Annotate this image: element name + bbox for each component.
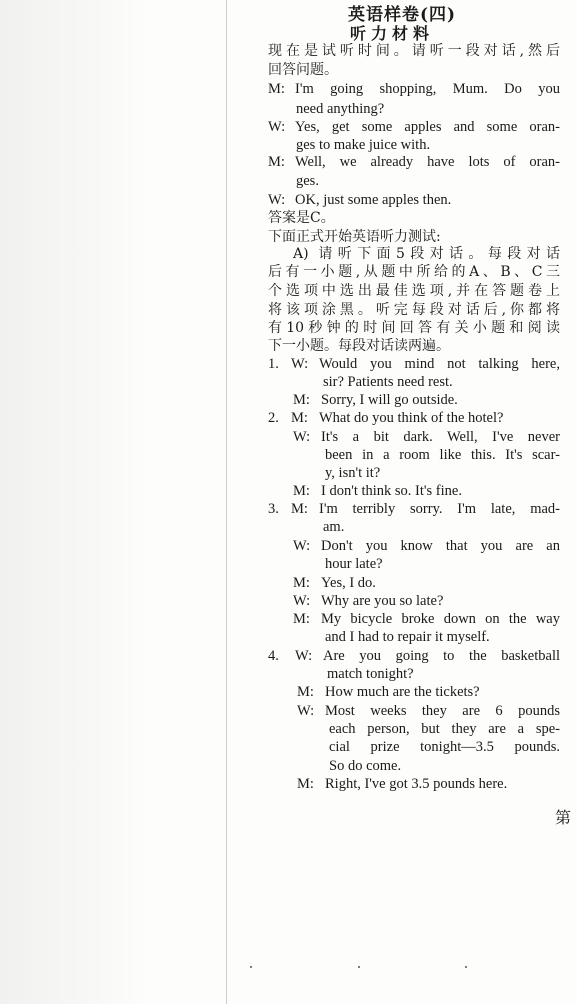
page-fold-line [226,0,227,1004]
question-number: 2. [268,410,279,426]
dialogue-line: What do you think of the hotel? [319,410,504,426]
dialogue-line: Are you going to the basketball [323,648,560,664]
dialogue-line: Right, I've got 3.5 pounds here. [325,776,508,792]
dialogue-line: How much are the tickets? [325,684,480,700]
speaker-label: M: [268,81,285,97]
dialogue-line: I'm going shopping, Mum. Do you [295,81,560,97]
speaker-label: W: [268,192,286,208]
question-number: 3. [268,501,279,517]
page-marker: 第 [555,808,572,827]
dialogue-line: ges to make juice with. [296,137,431,153]
question-number: 4. [268,648,279,664]
speaker-label: W: [297,703,315,719]
dialogue-line: am. [323,519,345,535]
dialogue-line: Sorry, I will go outside. [321,392,458,408]
intro-line: 回答问题。 [268,62,338,78]
dialogue-line: cial prize tonight—3.5 pounds. [329,739,560,755]
section-a-instruction: 后有一小题,从题中所给的A、B、C三 [268,264,560,280]
speaker-label: M: [297,684,314,700]
section-title: 听力材料 [350,24,435,43]
speaker-label: M: [293,575,310,591]
dialogue-line: It's a bit dark. Well, I've never [321,429,560,445]
scan-speck [250,966,252,968]
dialogue-line: OK, just some apples then. [295,192,452,208]
dialogue-line: Don't you know that you are an [321,538,560,554]
dialogue-line: need anything? [296,101,385,117]
dialogue-line: match tonight? [327,666,414,682]
dialogue-line: y, isn't it? [325,465,381,481]
answer-line: 答案是C。 [268,210,335,226]
section-a-instruction: 个选项中选出最佳选项,并在答题卷上 [268,283,560,299]
scan-speck [465,966,467,968]
speaker-label: M: [291,501,308,517]
question-number: 1. [268,356,279,372]
section-a-instruction: 下一小题。每段对话读两遍。 [268,338,450,354]
dialogue-line: So do come. [329,758,402,774]
section-a-instruction: 将该项涂黑。听完每段对话后,你都将 [268,302,560,318]
exam-title: 英语样卷(四) [348,5,457,25]
speaker-label: M: [268,154,285,170]
speaker-label: M: [297,776,314,792]
speaker-label: M: [293,392,310,408]
instruction-line: 下面正式开始英语听力测试: [268,229,441,245]
page-gutter-shadow [0,0,150,1004]
dialogue-line: Most weeks they are 6 pounds [325,703,560,719]
dialogue-line: Yes, get some apples and some oran- [295,119,560,135]
section-a-instruction: A) 请听下面5段对话。每段对话 [293,246,560,262]
dialogue-line: Why are you so late? [321,593,444,609]
intro-line: 现在是试听时间。请听一段对话,然后 [268,43,560,59]
scan-speck [358,966,360,968]
speaker-label: W: [293,429,311,445]
dialogue-line: Well, we already have lots of oran- [295,154,560,170]
speaker-label: M: [291,410,308,426]
speaker-label: M: [293,611,310,627]
dialogue-line: Would you mind not talking here, [319,356,560,372]
dialogue-line: hour late? [325,556,383,572]
dialogue-line: I'm terribly sorry. I'm late, mad- [319,501,560,517]
dialogue-line: My bicycle broke down on the way [321,611,560,627]
dialogue-line: ges. [296,173,319,189]
speaker-label: W: [293,538,311,554]
speaker-label: W: [268,119,286,135]
speaker-label: W: [293,593,311,609]
dialogue-line: Yes, I do. [321,575,376,591]
dialogue-line: been in a room like this. It's scar- [325,447,560,463]
dialogue-line: I don't think so. It's fine. [321,483,462,499]
dialogue-line: sir? Patients need rest. [323,374,453,390]
dialogue-line: and I had to repair it myself. [325,629,490,645]
speaker-label: M: [293,483,310,499]
dialogue-line: each person, but they are a spe- [329,721,560,737]
speaker-label: W: [291,356,309,372]
section-a-instruction: 有10秒钟的时间回答有关小题和阅读 [268,320,560,336]
speaker-label: W: [295,648,313,664]
